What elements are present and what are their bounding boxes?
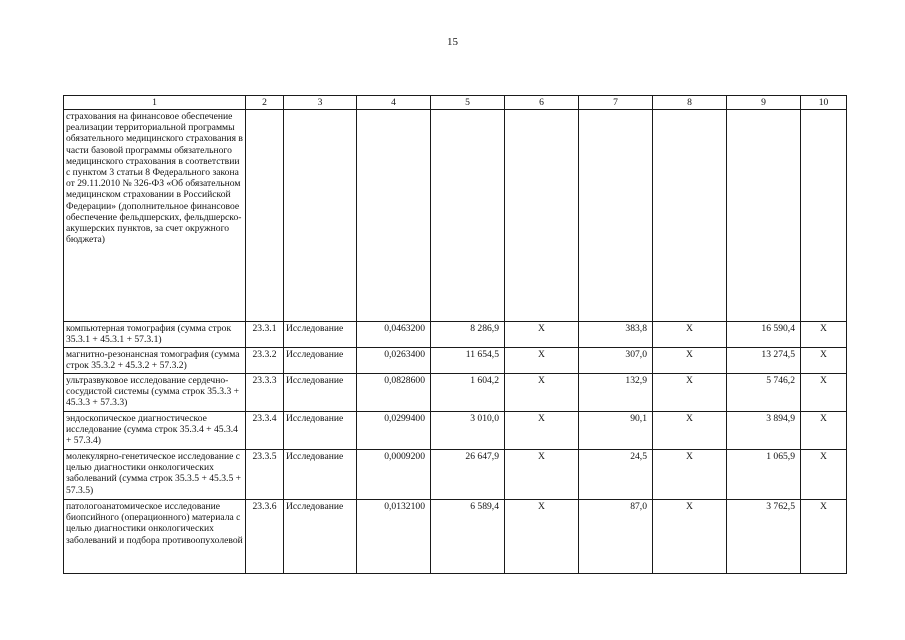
column-header: 1 [64, 96, 246, 110]
row-value-col10: X [801, 450, 847, 500]
column-header: 6 [505, 96, 579, 110]
row-value-col7 [579, 110, 653, 322]
row-value-col8: X [653, 412, 727, 450]
table-row [64, 322, 847, 348]
table-row [64, 450, 847, 500]
row-unit: Исследование [284, 374, 357, 412]
row-value-col5: 6 589,4 [431, 500, 505, 574]
row-value-col10: X [801, 322, 847, 348]
column-header: 3 [284, 96, 357, 110]
row-value-col7: 307,0 [579, 348, 653, 374]
row-unit: Исследование [284, 500, 357, 574]
row-unit [284, 110, 357, 322]
row-value-col8 [653, 110, 727, 322]
row-value-col9: 3 894,9 [727, 412, 801, 450]
table-row [64, 348, 847, 374]
row-value-col7: 87,0 [579, 500, 653, 574]
column-header: 10 [801, 96, 847, 110]
column-header: 8 [653, 96, 727, 110]
row-description: эндоскопическое диагностическое исследование (сумма строк 35.3.4 + 45.3.4 + 57.3.4) [64, 412, 246, 450]
row-value-col4: 0,0263400 [357, 348, 431, 374]
row-code: 23.3.5 [246, 450, 284, 500]
row-value-col5 [431, 110, 505, 322]
page-number: 15 [447, 36, 458, 48]
row-unit: Исследование [284, 322, 357, 348]
row-code: 23.3.1 [246, 322, 284, 348]
row-value-col5: 26 647,9 [431, 450, 505, 500]
header-row [64, 96, 847, 110]
row-value-col8: X [653, 322, 727, 348]
row-code: 23.3.3 [246, 374, 284, 412]
row-value-col6: X [505, 500, 579, 574]
row-description: страхования на финансовое обеспечение реализации территориальной программы обязательного медицинского страхования в части базовой программы обязательного медицинского страхования в соответствии с пунктом 3 статьи 8 Федерального закона от 29.11.2010 № 326-ФЗ «Об обязательном медицинском страховании в Российской Федерации» (дополнительное финансовое обеспечение фельдшерских, фельдшерско-акушерских пунктов, за счет окружного бюджета) [64, 110, 246, 322]
row-value-col4: 0,0828600 [357, 374, 431, 412]
row-value-col4: 0,0132100 [357, 500, 431, 574]
row-value-col6: X [505, 412, 579, 450]
row-value-col8: X [653, 348, 727, 374]
row-value-col4 [357, 110, 431, 322]
row-value-col9: 16 590,4 [727, 322, 801, 348]
row-description: компьютерная томография (сумма строк 35.3.1 + 45.3.1 + 57.3.1) [64, 322, 246, 348]
row-value-col10: X [801, 412, 847, 450]
table-row [64, 374, 847, 412]
row-code: 23.3.4 [246, 412, 284, 450]
row-value-col9: 3 762,5 [727, 500, 801, 574]
row-value-col6: X [505, 374, 579, 412]
row-unit: Исследование [284, 348, 357, 374]
data-table [63, 95, 847, 574]
row-value-col4: 0,0299400 [357, 412, 431, 450]
row-unit: Исследование [284, 412, 357, 450]
table-row [64, 110, 847, 322]
row-value-col4: 0,0463200 [357, 322, 431, 348]
row-value-col6: X [505, 450, 579, 500]
row-value-col9: 13 274,5 [727, 348, 801, 374]
row-description: молекулярно-генетическое исследование с целью диагностики онкологических заболеваний (сумма строк 35.3.5 + 45.3.5 + 57.3.5) [64, 450, 246, 500]
row-value-col5: 8 286,9 [431, 322, 505, 348]
row-value-col8: X [653, 450, 727, 500]
row-value-col7: 132,9 [579, 374, 653, 412]
row-value-col10 [801, 110, 847, 322]
row-description: патологоанатомическое исследование биопсийного (операционного) материала с целью диагностики онкологических заболеваний и подбора противоопухолевой [64, 500, 246, 574]
row-code: 23.3.6 [246, 500, 284, 574]
row-value-col6 [505, 110, 579, 322]
row-value-col6: X [505, 348, 579, 374]
row-value-col8: X [653, 500, 727, 574]
row-value-col7: 24,5 [579, 450, 653, 500]
row-value-col6: X [505, 322, 579, 348]
table-row [64, 412, 847, 450]
row-value-col7: 383,8 [579, 322, 653, 348]
row-value-col10: X [801, 374, 847, 412]
row-value-col5: 1 604,2 [431, 374, 505, 412]
column-header: 2 [246, 96, 284, 110]
column-header: 9 [727, 96, 801, 110]
row-value-col9 [727, 110, 801, 322]
row-value-col10: X [801, 348, 847, 374]
row-value-col9: 1 065,9 [727, 450, 801, 500]
table-row [64, 500, 847, 574]
row-value-col5: 11 654,5 [431, 348, 505, 374]
row-value-col8: X [653, 374, 727, 412]
column-header: 4 [357, 96, 431, 110]
row-value-col4: 0,0009200 [357, 450, 431, 500]
row-value-col10: X [801, 500, 847, 574]
column-header: 5 [431, 96, 505, 110]
row-value-col7: 90,1 [579, 412, 653, 450]
row-value-col5: 3 010,0 [431, 412, 505, 450]
column-header: 7 [579, 96, 653, 110]
row-unit: Исследование [284, 450, 357, 500]
row-description: магнитно-резонансная томография (сумма строк 35.3.2 + 45.3.2 + 57.3.2) [64, 348, 246, 374]
row-description: ультразвуковое исследование сердечно-сосудистой системы (сумма строк 35.3.3 + 45.3.3 + 57.3.3) [64, 374, 246, 412]
row-code: 23.3.2 [246, 348, 284, 374]
row-code [246, 110, 284, 322]
row-value-col9: 5 746,2 [727, 374, 801, 412]
